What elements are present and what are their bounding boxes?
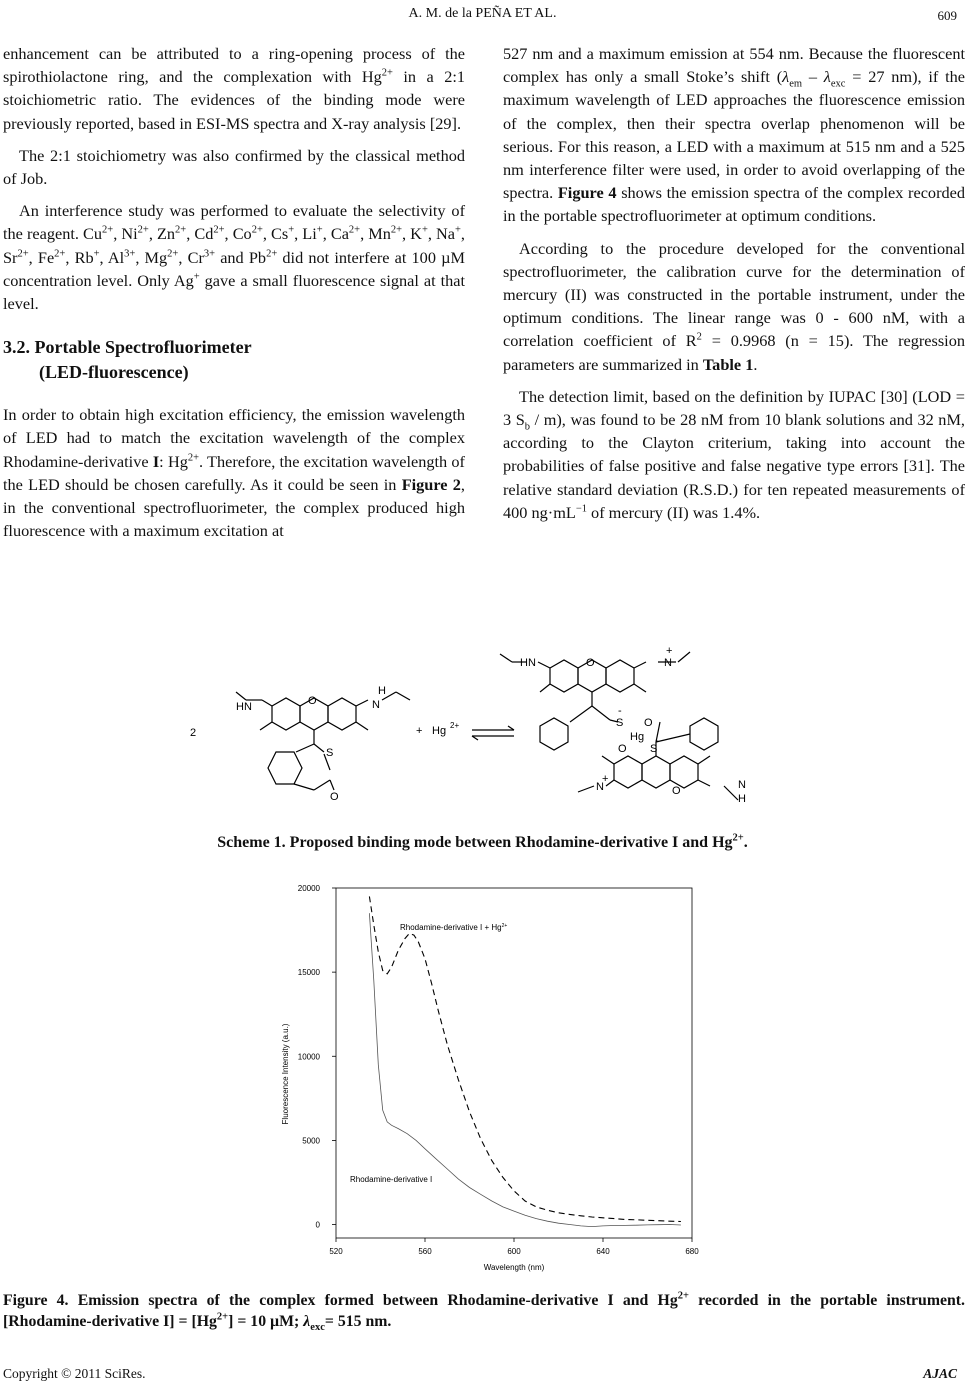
scheme-label: N: [738, 779, 746, 791]
journal-name: AJAC: [923, 1366, 957, 1381]
scheme-hg-charge: 2+: [450, 721, 460, 730]
scheme-label: N: [664, 657, 672, 669]
scheme-label: +: [666, 645, 673, 657]
scheme-hg-ion: Hg: [432, 725, 447, 737]
scheme-label: O: [672, 785, 681, 797]
right-column: [503, 42, 965, 533]
scheme-label: HN: [236, 701, 252, 713]
y-tick-label: 20000: [297, 884, 320, 893]
emission-spectra-chart: [258, 878, 708, 1278]
scheme-label: -: [655, 735, 659, 747]
y-tick-label: 5000: [302, 1136, 320, 1146]
y-tick-label: 0: [315, 1220, 320, 1230]
scheme-label: O: [330, 791, 339, 803]
paragraph: 527 nm and a maximum emission at 554 nm. Because the fluorescent complex has only a small Stoke’s shift ($\lambda_{em} - \lambda_{exc} = 27$ nm), if the maximum wavelength of LED approaches the fluorescence emission of the complex, then their spectra overlap phenomenon will be serious. For this reason, a LED with a maximum at 515 nm and a 525 nm interference filter were used, in order to avoid overlapping of the spectra. Figure 4 shows the emission spectra of the complex recorded in the portable spectrofluorimeter at optimum conditions.: [503, 44, 965, 226]
figure-caption: Figure 4. Emission spectra of the complex formed between Rhodamine-derivative I and $Hg^{2+}$ recorded in the portable instrument. [Rhodamine-derivative $I] = [Hg^{2+}] = 10$ µM; $\lambda_{exc}= 515$ nm.: [3, 1290, 965, 1334]
plot-frame: [336, 888, 692, 1238]
scheme-label: O: [586, 657, 595, 669]
x-axis-label: Wavelength (nm): [483, 1263, 545, 1272]
page-number: 609: [937, 8, 957, 23]
running-head: A. M. de la PEÑA ET AL.: [408, 6, 557, 21]
scheme-label: N: [372, 699, 380, 711]
scheme-label: H: [738, 793, 746, 805]
paragraph: According to the procedure developed for the conventional spectrofluorimeter, the calibration curve for the determination of mercury (II) was constructed in the portable instrument, under the optimum conditions. The linear range was 0 - 600 nM, with a correlation coefficient of $R^2 = 0.9968$ (n = 15). The regression parameters are summarized in Table 1.: [503, 238, 965, 374]
scheme-label: S: [616, 717, 624, 729]
x-tick-label: 560: [418, 1247, 432, 1256]
left-column: [3, 42, 465, 551]
x-tick-label: 640: [596, 1247, 610, 1256]
scheme-label: N: [596, 781, 604, 793]
series-label-reagent: Rhodamine-derivative I: [350, 1175, 433, 1184]
paragraph: An interference study was performed to evaluate the selectivity of the reagent. $Cu^{2+}$, $Ni^{2+}$, $Zn^{2+}$, $Cd^{2+}$, $Co^{2+}$, Cs+, Li+, $Ca^{2+}$, $Mn^{2+}$, K+, Na+, $Sr^{2+}$, $Fe^{2+}$, Rb+, $Al^{3+}$, $Mg^{2+}$, $Cr^{3+}$ and $Pb^{2+}$ did not interfere at 100 µM concentration level. Only Ag+ gave a small fluorescence signal at that level.: [3, 201, 465, 314]
series-label-complex: Rhodamine-derivative $I + Hg^{2+}$: [400, 923, 508, 932]
scheme-plus-sign: +: [416, 725, 423, 737]
y-axis-label: Fluorescence Intensity (a.u.): [281, 1023, 290, 1125]
x-tick-label: 600: [507, 1247, 521, 1256]
scheme-label: H: [378, 685, 386, 697]
scheme-label: -: [618, 705, 622, 717]
scheme-label: S: [326, 747, 334, 759]
copyright: Copyright © 2011 SciRes.: [3, 1366, 146, 1381]
y-tick-label: 15000: [297, 968, 320, 978]
x-tick-label: 680: [685, 1247, 699, 1256]
scheme-label: O: [644, 717, 653, 729]
scheme-label: +: [602, 773, 609, 785]
y-tick-label: 10000: [297, 1052, 320, 1062]
scheme-label: S: [650, 743, 658, 755]
paragraph: enhancement can be attributed to a ring-opening process of the spirothiolactone ring, and the complexation with $Hg^{2+}$ in a 2:1 stoichiometric ratio. The evidences of the binding mode were previously reported, based in ESI-MS spectra and X-ray analysis [29].: [3, 44, 466, 133]
paragraph: In order to obtain high excitation efficiency, the emission wavelength of LED had to match the excitation wavelength of the complex Rhodamine-derivative I: $Hg^{2+}$. Therefore, the excitation wavelength of the LED should be chosen carefully. As it could be seen in Figure 2, in the conventional spectrofluorimeter, the complex produced high fluorescence with a maximum excitation at: [3, 405, 465, 541]
paragraph: The detection limit, based on the definition by IUPAC [30] (LOD = 3 $S_b / m$), was found to be 28 nM from 10 blank solutions and 32 nM, according to the Clayton criterium, taking into account the probabilities of false positive and false negative type errors [31]. The relative standard deviation (R.S.D.) for ten repeated measurements of 400 $ng\cdot mL^{-1}$ of mercury (II) was 1.4%.: [503, 386, 965, 522]
x-tick-label: 520: [329, 1247, 343, 1256]
series-line-complex: [369, 896, 681, 1221]
page-header: [0, 4, 965, 26]
scheme-label: O: [308, 695, 317, 707]
scheme-caption: Scheme 1. Proposed binding mode between Rhodamine-derivative I and $Hg^{2+}$.: [217, 832, 748, 851]
scheme-label: O: [618, 743, 627, 755]
section-heading: 3.2. Portable Spectrofluorimeter (LED-fluorescence): [3, 337, 252, 383]
scheme-1-diagram: [190, 640, 790, 830]
scheme-label: HN: [520, 657, 536, 669]
scheme-label: Hg: [630, 731, 645, 743]
paragraph: The 2:1 stoichiometry was also confirmed by the classical method of Job.: [3, 145, 465, 189]
scheme-coefficient: 2: [190, 727, 197, 739]
